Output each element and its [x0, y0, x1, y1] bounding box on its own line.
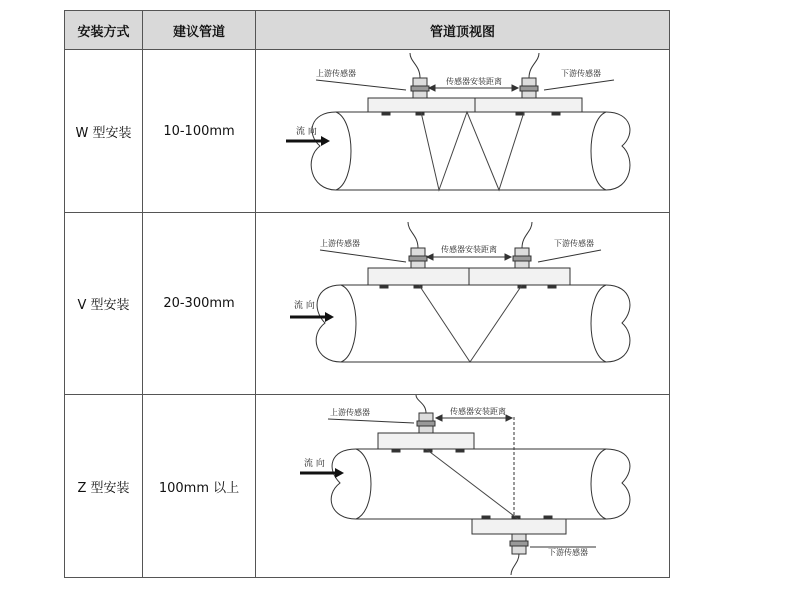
flow-arrow [290, 312, 334, 322]
label-downstream-sensor: 下游传感器 [548, 548, 588, 557]
label-flow-direction: 流 向 [304, 459, 325, 469]
pipe-size-z: 100mm 以上 [143, 395, 256, 578]
diagram-z-mount [256, 395, 670, 578]
label-flow-direction: 流 向 [294, 301, 315, 311]
label-sensor-distance: 传感器安装距离 [446, 77, 502, 86]
label-upstream-sensor: 上游传感器 [316, 69, 356, 78]
table-row [65, 395, 670, 578]
header-pipe-top-view: 管道顶视图 [256, 11, 670, 50]
table-row [65, 213, 670, 395]
label-flow-direction: 流 向 [296, 127, 317, 137]
pipe-size-v: 20-300mm [143, 213, 256, 395]
label-upstream-sensor: 上游传感器 [330, 408, 370, 417]
label-sensor-distance: 传感器安装距离 [441, 245, 497, 254]
pipe-size-w: 10-100mm [143, 50, 256, 213]
header-install-mode: 安装方式 [65, 11, 143, 50]
label-downstream-sensor: 下游传感器 [554, 239, 594, 248]
header-row [65, 11, 670, 50]
installation-table [64, 10, 670, 578]
label-sensor-distance: 传感器安装距离 [450, 407, 506, 416]
label-downstream-sensor: 下游传感器 [561, 69, 601, 78]
diagram-w-mount [256, 50, 670, 213]
flow-arrow [300, 468, 344, 478]
install-mode-w: W 型安装 [65, 50, 143, 213]
install-mode-v: V 型安装 [65, 213, 143, 395]
table-row [65, 50, 670, 213]
install-mode-z: Z 型安装 [65, 395, 143, 578]
label-upstream-sensor: 上游传感器 [320, 239, 360, 248]
flow-arrow [286, 136, 330, 146]
header-recommended-pipe: 建议管道 [143, 11, 256, 50]
diagram-v-mount [256, 213, 670, 395]
